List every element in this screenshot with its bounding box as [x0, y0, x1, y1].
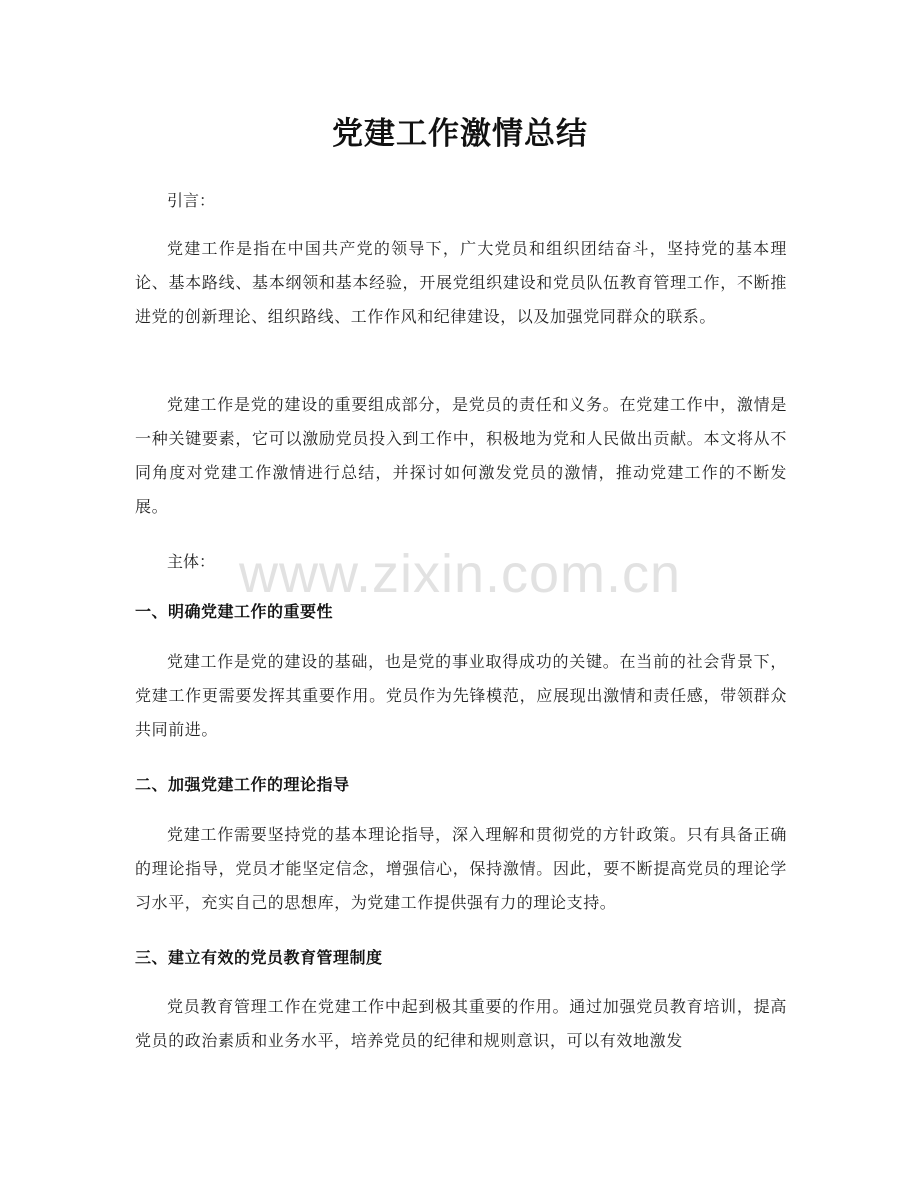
- section-text-2: 党建工作需要坚持党的基本理论指导，深入理解和贯彻党的方针政策。只有具备正确的理论指导，党员才能坚定信念，增强信心，保持激情。因此，要不断提高党员的理论学习水平，充实自己的思想库，为党建工作提供强有力的理论支持。: [135, 825, 787, 912]
- intro-paragraph-2: 党建工作是党的建设的重要组成部分，是党员的责任和义务。在党建工作中，激情是一种关键要素，它可以激励党员投入到工作中，积极地为党和人民做出贡献。本文将从不同角度对党建工作激情进行总结，并探讨如何激发党员的激情，推动党建工作的不断发展。: [135, 395, 787, 516]
- document-title: 党建工作激情总结: [332, 116, 588, 152]
- section-heading-2: 二、加强党建工作的理论指导: [135, 775, 350, 794]
- section-text-1: 党建工作是党的建设的基础，也是党的事业取得成功的关键。在当前的社会背景下，党建工作更需要发挥其重要作用。党员作为先锋模范，应展现出激情和责任感，带领群众共同前进。: [135, 652, 787, 739]
- intro-label: 引言：: [167, 191, 216, 210]
- body-label: 主体：: [167, 552, 216, 571]
- section-heading-3: 三、建立有效的党员教育管理制度: [135, 948, 383, 967]
- section-text-3: 党员教育管理工作在党建工作中起到极其重要的作用。通过加强党员教育培训，提高党员的政治素质和业务水平，培养党员的纪律和规则意识，可以有效地激发: [135, 997, 787, 1050]
- watermark: www.zixin.com.cn: [238, 544, 682, 604]
- section-heading-1: 一、明确党建工作的重要性: [135, 602, 334, 621]
- intro-paragraph-1: 党建工作是指在中国共产党的领导下，广大党员和组织团结奋斗，坚持党的基本理论、基本路线、基本纲领和基本经验，开展党组织建设和党员队伍教育管理工作，不断推进党的创新理论、组织路线、工作作风和纪律建设，以及加强党同群众的联系。: [135, 239, 787, 326]
